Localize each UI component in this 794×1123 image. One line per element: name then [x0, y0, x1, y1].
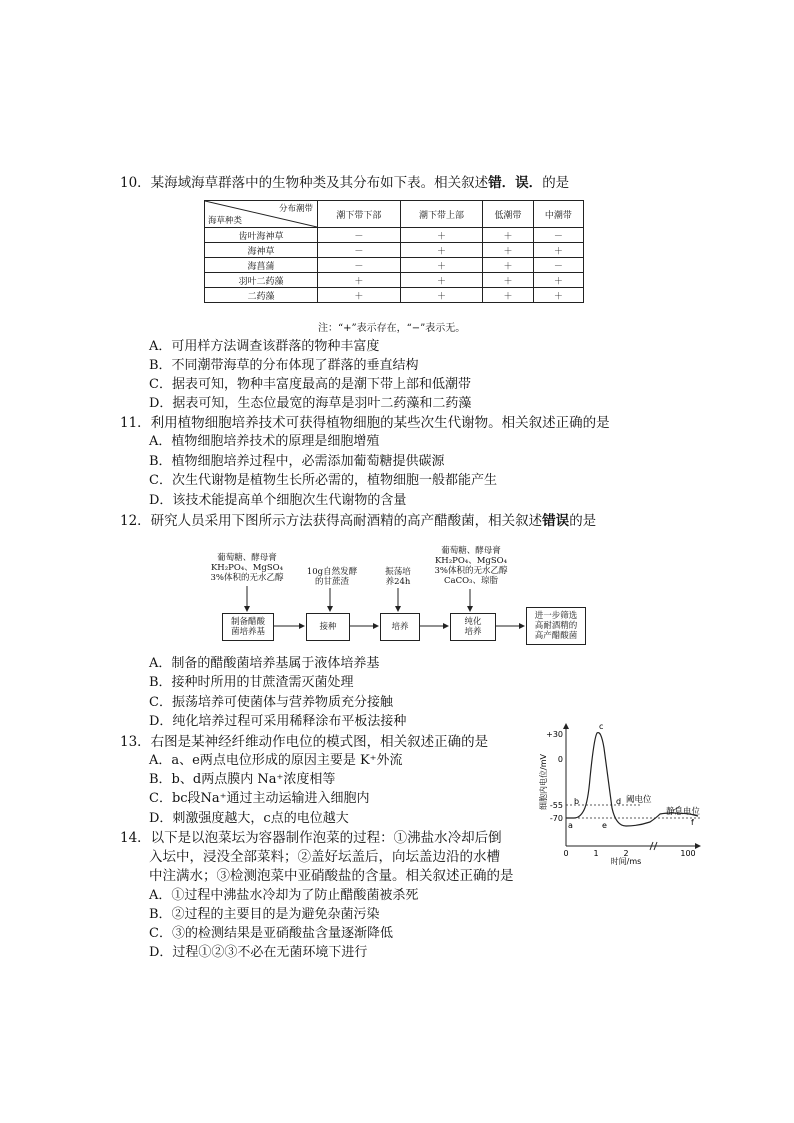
resting-label: 静息电位 — [666, 807, 701, 817]
column-header: 低潮带 — [483, 201, 533, 228]
column-header: 潮下带上部 — [400, 201, 483, 228]
q12-stem: 12．研究人员采用下图所示方法获得高耐酒精的高产醋酸菌，相关叙述错误的是 — [120, 513, 597, 529]
q10-option-a[interactable]: A．可用样方法调查该群落的物种丰富度 — [149, 339, 380, 354]
q14-stem-line-2: 入坛中，浸没全部菜料；②盖好坛盖后，向坛盖边沿的水槽 — [149, 849, 500, 865]
q11-option-c[interactable]: C．次生代谢物是植物生长所必需的，植物细胞一般都能产生 — [149, 473, 497, 488]
flow-box-purify: 纯化 培养 — [450, 613, 496, 641]
table-cell: ＋ — [483, 243, 533, 258]
table-cell: － — [533, 228, 583, 243]
q12-option-c[interactable]: C．振荡培养可使菌体与营养物质充分接触 — [149, 695, 393, 710]
q13-option-d[interactable]: D．刺激强度越大，c点的电位越大 — [149, 811, 349, 826]
q13-option-a[interactable]: A．a、e两点电位形成的原因主要是 K⁺外流 — [149, 753, 403, 768]
point-label-c: c — [599, 722, 604, 731]
table-cell: ＋ — [318, 273, 401, 288]
table-cell: ＋ — [533, 243, 583, 258]
flow-box-inoculate: 接种 — [306, 613, 350, 641]
q10-stem: 10．某海域海草群落中的生物种类及其分布如下表。相关叙述错．误．的是 — [120, 175, 570, 191]
table-cell: ＋ — [400, 273, 483, 288]
q14-stem-line-3: 中注满水；③检测泡菜中亚硝酸盐的含量。相关叙述正确的是 — [149, 868, 514, 884]
table-cell: － — [318, 228, 401, 243]
flow-box-culture: 培养 — [380, 613, 420, 641]
table-cell: ＋ — [483, 228, 533, 243]
row-header: 羽叶二药藻 — [205, 273, 318, 288]
corner-bottom-label: 海草种类 — [208, 216, 243, 226]
y-tick-label: +30 — [546, 730, 563, 739]
table-cell: ＋ — [400, 228, 483, 243]
point-label-d: d — [616, 797, 622, 806]
point-label-a: a — [568, 821, 573, 830]
q10-option-b[interactable]: B．不同潮带海草的分布体现了群落的垂直结构 — [149, 358, 419, 373]
x-tick-label: 0 — [563, 849, 569, 858]
y-tick-label: -55 — [549, 801, 563, 810]
threshold-label: 阈电位 — [626, 795, 652, 805]
q13-option-c[interactable]: C．bc段Na⁺通过主动运输进入细胞内 — [149, 791, 370, 806]
q13-stem: 13．右图是某神经纤维动作电位的模式图，相关叙述正确的是 — [120, 734, 489, 750]
row-header: 二药藻 — [205, 288, 318, 303]
table-cell: ＋ — [533, 288, 583, 303]
corner-top-label: 分布潮带 — [278, 204, 313, 214]
q13-option-b[interactable]: B．b、d两点膜内 Na⁺浓度相等 — [149, 772, 336, 787]
x-tick-label: 100 — [680, 849, 696, 858]
table-cell: ＋ — [400, 243, 483, 258]
table-note: 注：“+”表示存在，“−”表示无。 — [318, 323, 466, 334]
point-label-b: b — [574, 797, 580, 806]
q14-stem-line-1: 14．以下是以泡菜坛为容器制作泡菜的过程：①沸盐水冷却后倒 — [120, 830, 502, 846]
row-header: 齿叶海神草 — [205, 228, 318, 243]
flow-label-purify-medium: 葡萄糖、酵母膏 KH₂PO₄、MgSO₄ 3%体积的无水乙醇 CaCO₃、琼脂 — [434, 546, 508, 586]
point-label-e: e — [602, 821, 607, 830]
table-cell: － — [318, 258, 401, 273]
q11-option-d[interactable]: D．该技术能提高单个细胞次生代谢物的含量 — [149, 493, 407, 508]
flow-label-shake: 振荡培 养24h — [385, 567, 411, 587]
action-potential-graph — [530, 718, 710, 866]
point-label-f: f — [691, 818, 694, 827]
table-cell: － — [318, 243, 401, 258]
q14-option-a[interactable]: A．①过程中沸盐水冷却为了防止醋酸菌被杀死 — [149, 888, 419, 903]
flow-label-medium: 葡萄糖、酵母膏 KH₂PO₄、MgSO₄ 3%体积的无水乙醇 — [210, 553, 284, 583]
q14-option-d[interactable]: D．过程①②③不必在无菌环境下进行 — [149, 945, 368, 960]
row-header: 海菖蒲 — [205, 258, 318, 273]
table-cell: ＋ — [533, 273, 583, 288]
table-cell: － — [533, 258, 583, 273]
y-tick-label: 0 — [557, 755, 563, 764]
flow-box-screen: 进一步筛选 高耐酒精的 高产醋酸菌 — [526, 607, 586, 645]
q12-option-d[interactable]: D．纯化培养过程可采用稀释涂布平板法接种 — [149, 714, 407, 729]
x-tick-label: 1 — [593, 849, 599, 858]
table-cell: ＋ — [400, 258, 483, 273]
x-tick-label: 2 — [623, 849, 629, 858]
table-cell: ＋ — [400, 288, 483, 303]
q12-option-a[interactable]: A．制备的醋酸菌培养基属于液体培养基 — [149, 656, 380, 671]
column-header: 潮下带下部 — [318, 201, 401, 228]
q11-option-b[interactable]: B．植物细胞培养过程中，必需添加葡萄糖提供碳源 — [149, 454, 445, 469]
x-axis-label: 时间/ms — [610, 857, 642, 866]
q10-option-d[interactable]: D．据表可知，生态位最宽的海草是羽叶二药藻和二药藻 — [149, 396, 472, 411]
column-header: 中潮带 — [533, 201, 583, 228]
table-cell: ＋ — [483, 288, 533, 303]
q14-option-c[interactable]: C．③的检测结果是亚硝酸盐含量逐渐降低 — [149, 926, 393, 941]
row-header: 海神草 — [205, 243, 318, 258]
y-axis-label: 细胞内电位/mV — [539, 754, 548, 810]
q11-stem: 11．利用植物细胞培养技术可获得植物细胞的某些次生代谢物。相关叙述正确的是 — [120, 415, 610, 431]
table-cell: ＋ — [483, 258, 533, 273]
flow-label-bagasse: 10g自然发酵 的甘蔗渣 — [306, 567, 358, 587]
q11-option-a[interactable]: A．植物细胞培养技术的原理是细胞增殖 — [149, 434, 380, 449]
table-cell: ＋ — [483, 273, 533, 288]
q14-option-b[interactable]: B．②过程的主要目的是为避免杂菌污染 — [149, 907, 380, 922]
table-cell: ＋ — [318, 288, 401, 303]
q12-option-b[interactable]: B．接种时所用的甘蔗渣需灭菌处理 — [149, 675, 354, 690]
y-tick-label: -70 — [549, 814, 563, 823]
flow-box-prepare-medium: 制备醋酸 菌培养基 — [222, 613, 274, 641]
q10-option-c[interactable]: C．据表可知，物种丰富度最高的是潮下带上部和低潮带 — [149, 377, 471, 392]
